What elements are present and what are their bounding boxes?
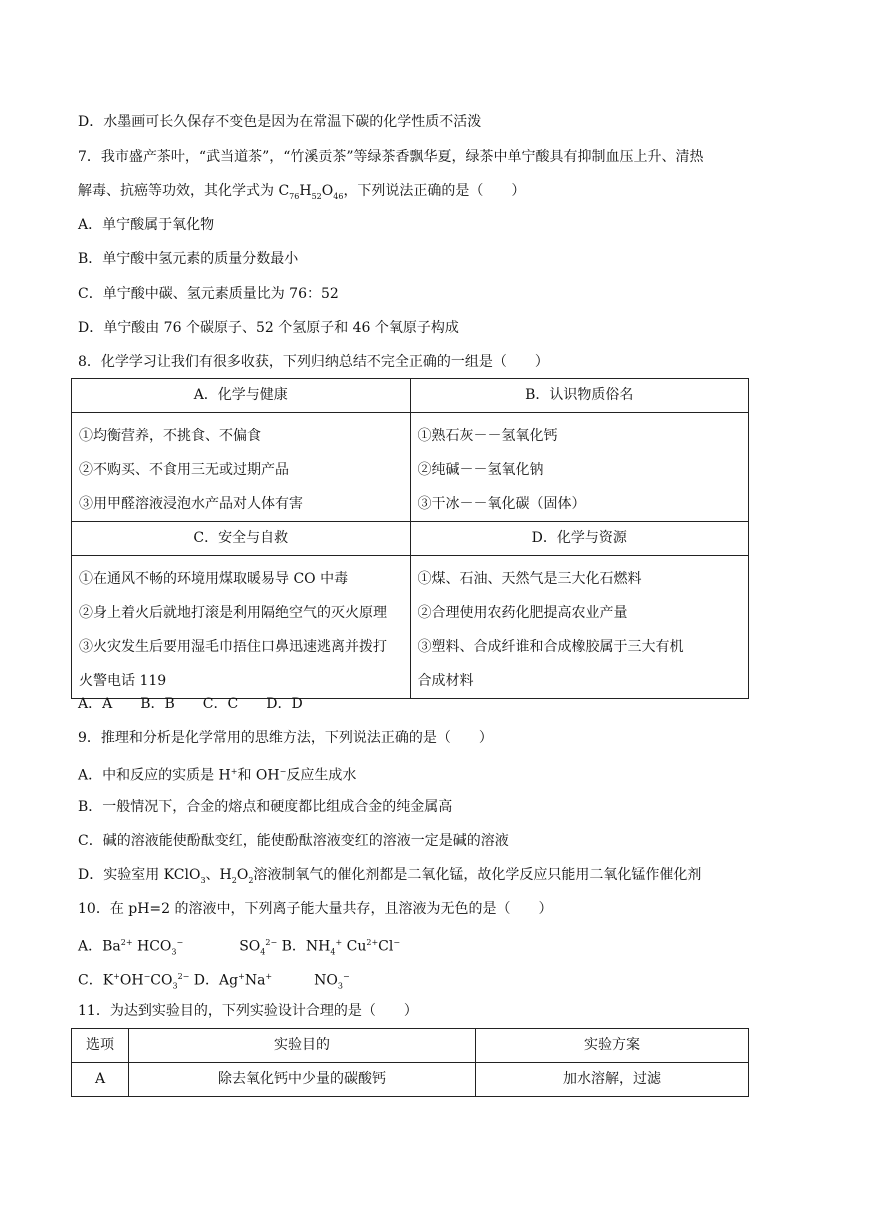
q10-options-ab: A．$Ba^{2+}$ $HCO_3^-$ $SO_4^{2-}$ B．$NH_4^+$ $Cu^{2+}Cl^-$	[78, 938, 401, 957]
q8-table	[71, 378, 749, 699]
q11-header-purpose: 实验目的	[129, 1029, 476, 1063]
q11-stem: 11．为达到实验目的，下列实验设计合理的是（ ）	[78, 1003, 418, 1019]
q7-option-d: D．单宁酸由 76 个碳原子、52 个氢原子和 46 个氧原子构成	[78, 320, 459, 336]
q8-d-item3: ③塑料、合成纤谁和合成橡胶属于三大有机	[417, 639, 684, 655]
q8-d-item4: 合成材料	[417, 673, 474, 689]
q11-row-a-option: A	[72, 1063, 129, 1097]
q8-b-item1: ①熟石灰－－氢氧化钙	[417, 428, 558, 444]
q7-option-b: B．单宁酸中氢元素的质量分数最小	[78, 251, 299, 267]
q9-option-d: D．实验室用 KClO$_3$、$H_2O_2$溶液制氧气的催化剂都是二氧化锰，故化学反应只能用二氧化锰作催化剂	[78, 867, 702, 885]
q8-c-item3: ③火灾发生后要用湿毛巾捂住口鼻迅速逃离并拨打	[79, 639, 387, 655]
q8-a-item1: ①均衡营养，不挑食、不偏食	[79, 428, 261, 444]
q7-option-a: A．单宁酸属于氧化物	[78, 217, 215, 233]
q8-cell-d	[410, 556, 749, 699]
q8-options: A．A B．B C．C D．D	[78, 696, 303, 712]
q6-option-d: D．水墨画可长久保存不变色是因为在常温下碳的化学性质不活泼	[78, 114, 482, 130]
q7-option-c: C．单宁酸中碳、氢元素质量比为 76：52	[78, 286, 339, 302]
q8-d-item1: ①煤、石油、天然气是三大化石燃料	[417, 571, 642, 587]
q11-row-a-plan: 加水溶解，过滤	[476, 1063, 749, 1097]
table-row	[72, 1063, 749, 1097]
q7-stem-line1: 7．我市盛产茶叶，“武当道茶”，“竹溪贡茶”等绿茶香飘华夏，绿茶中单宁酸具有抑制血压上升、清热	[78, 149, 704, 165]
q11-table	[71, 1028, 749, 1097]
q11-header-option: 选项	[72, 1029, 129, 1063]
q8-a-item3: ③用甲醛溶液浸泡水产品对人体有害	[79, 496, 303, 512]
q8-cell-b	[410, 413, 749, 522]
q11-row-a-purpose: 除去氧化钙中少量的碳酸钙	[129, 1063, 476, 1097]
q8-c-item4: 火警电话 119	[79, 673, 167, 689]
q8-d-item2: ②合理使用农药化肥提高农业产量	[417, 605, 628, 621]
q7-stem-line2: 解毒、抗癌等功效，其化学式为 $C_{76}H_{52}O_{46}$，下列说法正确的是（ ）	[78, 183, 526, 201]
q9-option-a: A．中和反应的实质是 H+和 OH−反应生成水	[78, 767, 357, 784]
q9-stem: 9．推理和分析是化学常用的思维方法，下列说法正确的是（ ）	[78, 730, 493, 746]
q8-stem: 8．化学学习让我们有很多收获，下列归纳总结不完全正确的一组是（ ）	[78, 354, 549, 370]
q8-cell-a	[72, 413, 411, 522]
q10-stem: 10．在 pH=2 的溶液中，下列离子能大量共存，且溶液为无色的是（ ）	[78, 901, 553, 917]
q8-head-d: D．化学与资源	[410, 522, 749, 556]
q9-option-b: B．一般情况下，合金的熔点和硬度都比组成合金的纯金属高	[78, 799, 453, 815]
q8-c-item1: ①在通风不畅的环境用煤取暖易导 CO 中毒	[79, 571, 349, 587]
q8-b-item2: ②纯碱－－氢氧化钠	[417, 462, 544, 478]
q8-a-item2: ②不购买、不食用三无或过期产品	[79, 462, 289, 478]
q8-b-item3: ③干冰－－氧化碳（固体）	[417, 496, 586, 512]
q8-c-item2: ②身上着火后就地打滚是利用隔绝空气的灭火原理	[79, 605, 387, 621]
q8-cell-c	[72, 556, 411, 699]
q9-option-c: C．碱的溶液能使酚酞变红，能使酚酞溶液变红的溶液一定是碱的溶液	[78, 833, 509, 849]
q10-options-cd: C．$K^+OH^-CO_3^{2-}$ D．Ag+Na+ $NO_3^-$	[78, 972, 350, 991]
q11-header-plan: 实验方案	[476, 1029, 749, 1063]
q8-head-b: B．认识物质俗名	[410, 379, 749, 413]
q8-head-a: A．化学与健康	[72, 379, 411, 413]
q8-head-c: C．安全与自救	[72, 522, 411, 556]
